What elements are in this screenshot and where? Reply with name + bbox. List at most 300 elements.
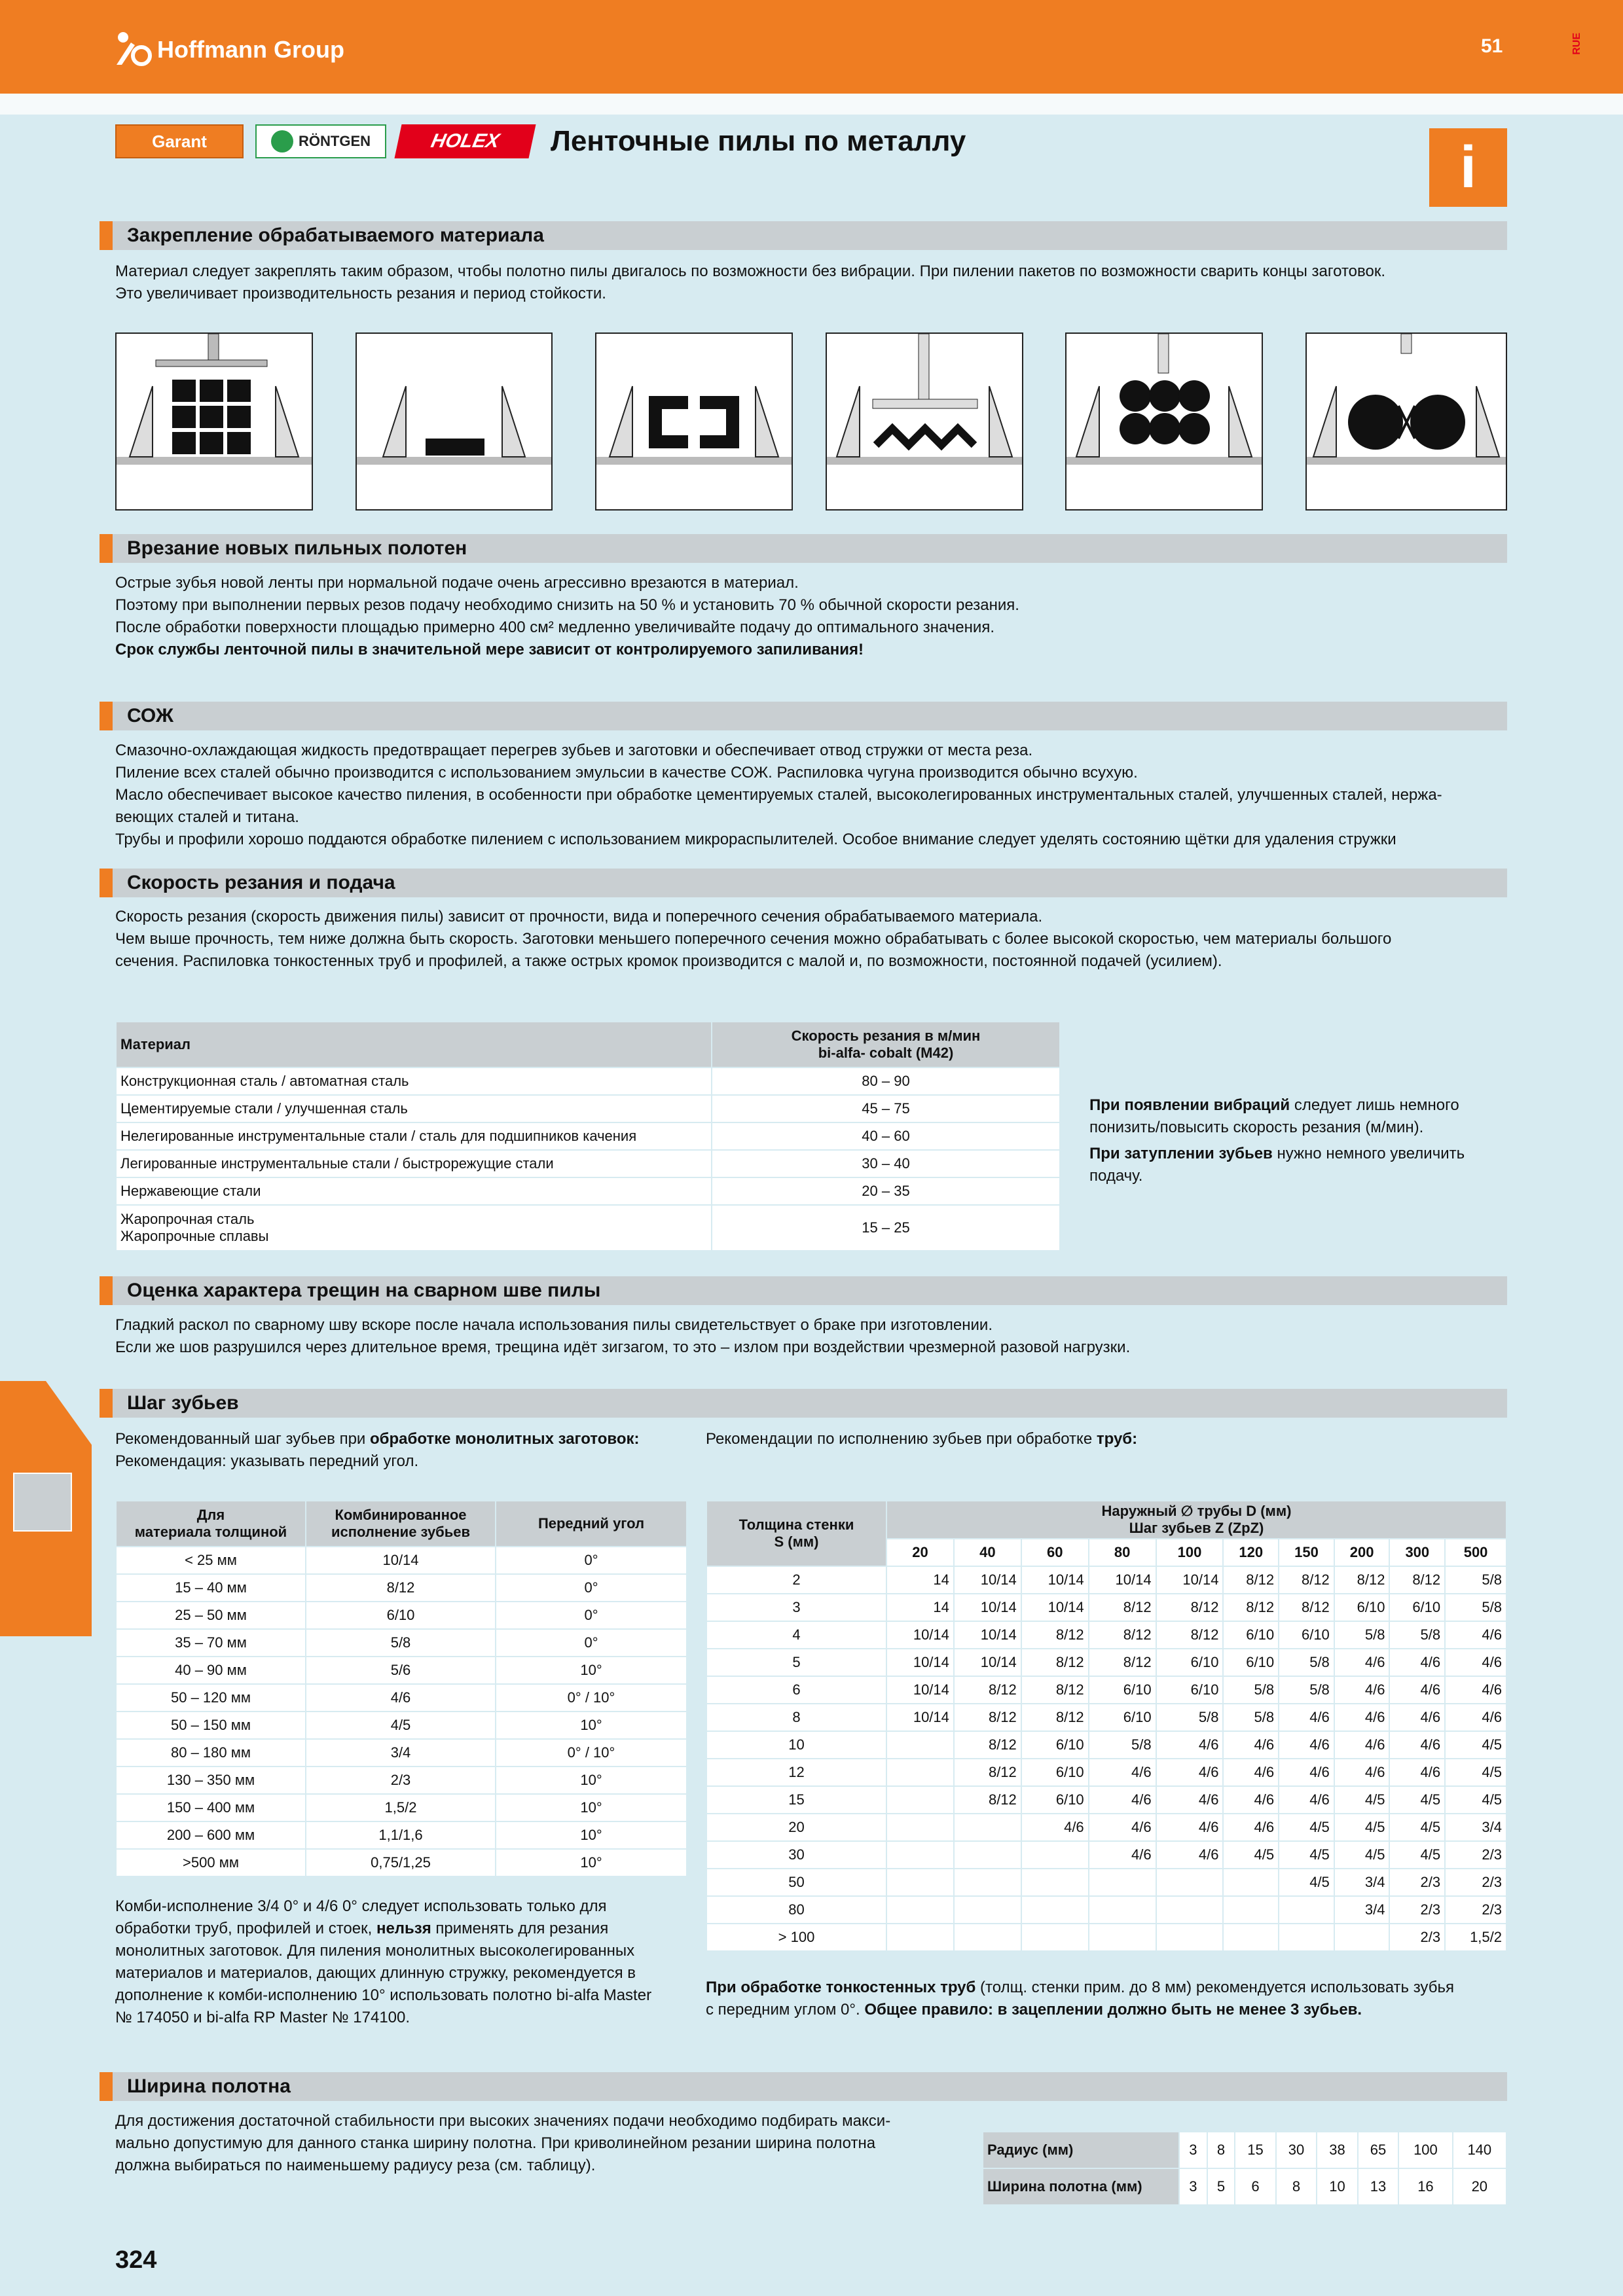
- table-cell: 5/8: [306, 1629, 496, 1657]
- table-row: [116, 1821, 687, 1849]
- garant-logo: Garant: [115, 124, 244, 158]
- table-cell: 30: [1276, 2132, 1317, 2168]
- table-cell: 4/6: [1334, 1676, 1390, 1704]
- brand-name: Hoffmann Group: [157, 36, 344, 63]
- table-cell: 15 – 40 мм: [116, 1574, 306, 1602]
- table-cell: 20: [1453, 2168, 1506, 2205]
- section-heading-coolant: СОЖ: [100, 702, 1507, 730]
- hoffmann-logo[interactable]: [115, 30, 344, 69]
- table-cell: 8: [1276, 2168, 1317, 2205]
- table-cell: [1279, 1896, 1334, 1924]
- table-row: [116, 1657, 687, 1684]
- table-cell: [1279, 1924, 1334, 1951]
- tube-diameter-header: 500: [1445, 1539, 1506, 1566]
- section-heading-speed: Скорость резания и подача: [100, 869, 1507, 897]
- table-cell: 10°: [496, 1849, 687, 1876]
- table-row: [706, 1841, 1506, 1869]
- speed-text: Скорость резания (скорость движения пилы) зависит от прочности, вида и поперечного сечения обрабатываемого материала. Чем выше прочность, тем ниже должна быть скорость. Заготовки меньшего поперечного сечения можно обрабатывать с более высокой скоростью, чем материалы большого сечения. Распиловка тонкостенных труб и профилей, а также острых кромок производится с малой и, по возможности, постоянной подачей (усилием).: [115, 908, 1392, 970]
- tube-diameter-header: 300: [1389, 1539, 1445, 1566]
- chapter-number: 51: [1481, 35, 1503, 57]
- tube-diameter-header: 200: [1334, 1539, 1390, 1566]
- table-cell: 4/6: [1389, 1649, 1445, 1676]
- table-cell: 8/12: [954, 1786, 1021, 1814]
- table-cell: 4/6: [1089, 1814, 1156, 1841]
- table-cell: 4/5: [1279, 1869, 1334, 1896]
- table-cell: 4/6: [1334, 1759, 1390, 1786]
- table-row: [706, 1676, 1506, 1704]
- table-cell: 2/3: [306, 1767, 496, 1794]
- solid-header-angle: Передний угол: [496, 1501, 687, 1547]
- table-cell: 6/10: [1156, 1676, 1224, 1704]
- table-cell: 15: [706, 1786, 886, 1814]
- tube-diameter-header: 150: [1279, 1539, 1334, 1566]
- clamp-figure-round-bundle: [1065, 332, 1263, 511]
- table-cell: 0,75/1,25: [306, 1849, 496, 1876]
- table-cell: 8/12: [1279, 1566, 1334, 1594]
- table-cell: [1089, 1896, 1156, 1924]
- table-cell: 50 – 150 мм: [116, 1712, 306, 1739]
- table-cell: 4/5: [1445, 1759, 1506, 1786]
- table-cell: 4/6: [1334, 1649, 1390, 1676]
- table-cell: 4/6: [1389, 1759, 1445, 1786]
- table-row: Цементируемые стали / улучшенная сталь 45 – 75: [116, 1095, 1060, 1122]
- table-cell: [1089, 1924, 1156, 1951]
- table-cell: 4/6: [1156, 1841, 1224, 1869]
- table-row: [116, 1794, 687, 1821]
- cracks-text: Гладкий раскол по сварному шву вскоре после начала использования пилы свидетельствует о браке при изготовлении. Если же шов разрушился через длительное время, трещина идёт зигзагом, то это – излом при воздействии чрезмерной разовой нагрузки.: [115, 1316, 1131, 1356]
- section-heading-pitch: Шаг зубьев: [100, 1389, 1507, 1418]
- table-cell: 5/8: [1279, 1676, 1334, 1704]
- table-cell: 25 – 50 мм: [116, 1602, 306, 1629]
- table-cell: 8: [1207, 2132, 1235, 2168]
- table-cell: 4/5: [1334, 1786, 1390, 1814]
- table-cell: 12: [706, 1759, 886, 1786]
- table-cell: 5/8: [1334, 1621, 1390, 1649]
- table-cell: 8/12: [1334, 1566, 1390, 1594]
- table-cell: 3: [1179, 2132, 1207, 2168]
- table-cell: 3/4: [1334, 1896, 1390, 1924]
- table-cell: 4: [706, 1621, 886, 1649]
- tube-diameter-header: 100: [1156, 1539, 1224, 1566]
- table-cell: 4/6: [1156, 1759, 1224, 1786]
- table-row: [706, 1924, 1506, 1951]
- table-cell: 4/6: [1279, 1704, 1334, 1731]
- table-cell: 8/12: [954, 1759, 1021, 1786]
- clamping-figures: [115, 332, 1507, 511]
- table-row: Легированные инструментальные стали / быстрорежущие стали 30 – 40: [116, 1150, 1060, 1177]
- table-cell: 8/12: [1089, 1621, 1156, 1649]
- table-cell: 4/6: [1223, 1814, 1279, 1841]
- table-cell: 100: [1398, 2132, 1452, 2168]
- table-cell: 6: [706, 1676, 886, 1704]
- table-cell: 4/6: [1156, 1814, 1224, 1841]
- table-cell: 5/8: [1389, 1621, 1445, 1649]
- table-cell: [954, 1924, 1021, 1951]
- table-cell: 10/14: [954, 1566, 1021, 1594]
- table-cell: 8/12: [1156, 1621, 1224, 1649]
- chapter-side-tab[interactable]: [0, 1381, 92, 1636]
- brand-row: [115, 122, 966, 161]
- table-cell: [886, 1731, 954, 1759]
- table-row: Нелегированные инструментальные стали / сталь для подшипников качения 40 – 60: [116, 1122, 1060, 1150]
- table-cell: 4/6: [1334, 1731, 1390, 1759]
- tube-pitch-table: [706, 1500, 1507, 1952]
- table-cell: 4/6: [1445, 1676, 1506, 1704]
- table-cell: 10°: [496, 1821, 687, 1849]
- table-cell: 6/10: [1089, 1676, 1156, 1704]
- tube-note: При обработке тонкостенных труб (толщ. стенки прим. до 8 мм) рекомендуется использовать зубья с передним углом 0°. Общее правило: в зацеплении должно быть не менее 3 зубьев.: [706, 1979, 1454, 2018]
- table-cell: 4/6: [1445, 1704, 1506, 1731]
- width-row: Ширина полотна (мм) 3 5 6 8 10 13 16 20: [983, 2168, 1506, 2205]
- width-table: [982, 2131, 1507, 2206]
- speed-table: [115, 1021, 1061, 1251]
- table-cell: 4/5: [306, 1712, 496, 1739]
- solid-note: Комби-исполнение 3/4 0° и 4/6 0° следует использовать только для обработки труб, профилей и стоек, нельзя применять для резания монолитных заготовок. Для пиления монолитных высоколегированных материалов и материалов, дающих длинную стружку, рекомендуется в дополнение к комби-исполнению 10° использовать полотно bi-alfa Master № 174050 и bi-alfa RP Master № 174100.: [115, 1897, 652, 2026]
- table-cell: 5/8: [1223, 1704, 1279, 1731]
- table-row: [116, 1712, 687, 1739]
- clamp-figure-two-rounds: [1305, 332, 1507, 511]
- tube-diameter-header: 40: [954, 1539, 1021, 1566]
- table-cell: 10/14: [954, 1594, 1021, 1621]
- table-cell: 4/6: [1021, 1814, 1089, 1841]
- table-cell: 4/6: [1334, 1704, 1390, 1731]
- table-cell: [1223, 1869, 1279, 1896]
- table-cell: [886, 1869, 954, 1896]
- table-cell: [954, 1896, 1021, 1924]
- tube-header-diameter: Наружный ∅ трубы D (мм) Шаг зубьев Z (ZpZ): [886, 1501, 1506, 1539]
- table-row: [116, 1574, 687, 1602]
- table-row: Конструкционная сталь / автоматная сталь 80 – 90: [116, 1067, 1060, 1095]
- table-cell: 8/12: [1223, 1566, 1279, 1594]
- table-cell: 14: [886, 1594, 954, 1621]
- table-row: [706, 1731, 1506, 1759]
- table-cell: 6/10: [1334, 1594, 1390, 1621]
- table-cell: 8/12: [1089, 1649, 1156, 1676]
- table-cell: 50 – 120 мм: [116, 1684, 306, 1712]
- table-cell: 10/14: [886, 1621, 954, 1649]
- table-cell: 8/12: [1021, 1621, 1089, 1649]
- table-cell: 4/6: [1279, 1786, 1334, 1814]
- table-cell: 10/14: [1089, 1566, 1156, 1594]
- table-cell: 13: [1358, 2168, 1399, 2205]
- table-row: Жаропрочная сталь Жаропрочные сплавы 15 – 25: [116, 1205, 1060, 1251]
- table-row: Нержавеющие стали 20 – 35: [116, 1177, 1060, 1205]
- table-cell: 10: [706, 1731, 886, 1759]
- table-cell: 30: [706, 1841, 886, 1869]
- table-cell: 50: [706, 1869, 886, 1896]
- table-row: [116, 1629, 687, 1657]
- table-cell: 3: [1179, 2168, 1207, 2205]
- table-cell: 2/3: [1389, 1924, 1445, 1951]
- table-cell: 130 – 350 мм: [116, 1767, 306, 1794]
- table-cell: 4/6: [1089, 1759, 1156, 1786]
- table-cell: [886, 1924, 954, 1951]
- section-heading-cracks: Оценка характера трещин на сварном шве пилы: [100, 1276, 1507, 1305]
- table-cell: 4/5: [1223, 1841, 1279, 1869]
- table-cell: 4/5: [1389, 1814, 1445, 1841]
- table-cell: [1021, 1869, 1089, 1896]
- table-cell: 4/6: [1156, 1786, 1224, 1814]
- table-cell: 8: [706, 1704, 886, 1731]
- table-cell: 4/5: [1334, 1841, 1390, 1869]
- table-row: [706, 1594, 1506, 1621]
- saw-blade-icon: [13, 1473, 72, 1532]
- table-cell: 2/3: [1389, 1869, 1445, 1896]
- header-strip: [0, 94, 1623, 115]
- table-cell: 4/6: [1223, 1759, 1279, 1786]
- table-cell: 4/6: [1279, 1759, 1334, 1786]
- table-cell: 1,5/2: [306, 1794, 496, 1821]
- table-cell: 0°: [496, 1574, 687, 1602]
- table-cell: 150 – 400 мм: [116, 1794, 306, 1821]
- table-cell: 4/6: [1389, 1704, 1445, 1731]
- table-cell: 0° / 10°: [496, 1684, 687, 1712]
- table-cell: 8/12: [954, 1731, 1021, 1759]
- table-cell: 4/5: [1445, 1786, 1506, 1814]
- table-cell: 16: [1398, 2168, 1452, 2205]
- table-cell: 2/3: [1389, 1896, 1445, 1924]
- table-cell: < 25 мм: [116, 1547, 306, 1574]
- table-cell: 4/6: [1089, 1841, 1156, 1869]
- table-cell: 4/6: [1445, 1621, 1506, 1649]
- table-cell: 10°: [496, 1794, 687, 1821]
- table-cell: [1021, 1924, 1089, 1951]
- table-cell: [886, 1786, 954, 1814]
- table-cell: 10/14: [954, 1621, 1021, 1649]
- tube-diameter-header: 60: [1021, 1539, 1089, 1566]
- table-row: [116, 1767, 687, 1794]
- table-cell: 14: [886, 1566, 954, 1594]
- table-cell: [1334, 1924, 1390, 1951]
- table-cell: 6/10: [1223, 1621, 1279, 1649]
- table-cell: 8/12: [954, 1676, 1021, 1704]
- table-cell: 2/3: [1445, 1896, 1506, 1924]
- coolant-text: Смазочно-охлаждающая жидкость предотвращает перегрев зубьев и заготовки и обеспечивает отвод стружки от места реза. Пиление всех сталей обычно производится с использованием эмульсии в качестве СОЖ. Распиловка чугуна производится обычно всухую. Масло обеспечивает высокое качество пиления, в особенности при обработке цементируемых сталей, высоколегированных инструментальных сталей, улучшенных сталей, нержа- веющих сталей и титана. Трубы и профили хорошо поддаются обработке пилением с использованием микрораспылителей. Особое внимание следует уделять состоянию щётки для удаления стружки: [115, 742, 1442, 848]
- table-cell: 8/12: [1156, 1594, 1224, 1621]
- table-cell: 6/10: [1156, 1649, 1224, 1676]
- table-cell: 10: [1317, 2168, 1358, 2205]
- holex-logo: HOLEX: [394, 124, 536, 158]
- section-heading-width: Ширина полотна: [100, 2072, 1507, 2101]
- table-cell: 5/8: [1445, 1594, 1506, 1621]
- table-cell: 10/14: [886, 1676, 954, 1704]
- table-cell: 4/6: [1156, 1731, 1224, 1759]
- table-cell: 4/5: [1334, 1814, 1390, 1841]
- table-cell: 4/6: [1389, 1731, 1445, 1759]
- section-heading-run-in: Врезание новых пильных полотен: [100, 534, 1507, 563]
- table-cell: 8/12: [1089, 1594, 1156, 1621]
- table-cell: 10°: [496, 1657, 687, 1684]
- solid-pitch-table: [115, 1500, 687, 1877]
- table-cell: 5/6: [306, 1657, 496, 1684]
- table-row: [116, 1739, 687, 1767]
- table-cell: 3/4: [306, 1739, 496, 1767]
- table-cell: [954, 1814, 1021, 1841]
- table-cell: 5/8: [1223, 1676, 1279, 1704]
- table-cell: [1156, 1896, 1224, 1924]
- table-cell: 0°: [496, 1629, 687, 1657]
- clamping-text: Материал следует закреплять таким образом, чтобы полотно пилы двигалось по возможности без вибрации. При пилении пакетов по возможности сварить концы заготовок. Это увеличивает производительность резания и период стойкости.: [115, 262, 1386, 302]
- table-cell: [1223, 1924, 1279, 1951]
- table-cell: [1156, 1924, 1224, 1951]
- table-cell: [1021, 1841, 1089, 1869]
- table-cell: 10/14: [1021, 1566, 1089, 1594]
- table-cell: 2/3: [1445, 1841, 1506, 1869]
- table-cell: 6/10: [1021, 1759, 1089, 1786]
- table-cell: 5/8: [1279, 1649, 1334, 1676]
- language-tag: RUE: [1571, 33, 1582, 55]
- table-cell: 3/4: [1334, 1869, 1390, 1896]
- table-cell: 10/14: [886, 1704, 954, 1731]
- table-cell: 80: [706, 1896, 886, 1924]
- table-cell: [886, 1759, 954, 1786]
- solid-header-combo: Комбинированное исполнение зубьев: [306, 1501, 496, 1547]
- rontgen-logo-icon: [271, 130, 293, 152]
- table-cell: 6: [1235, 2168, 1276, 2205]
- table-row: [706, 1786, 1506, 1814]
- table-cell: 65: [1358, 2132, 1399, 2168]
- rontgen-logo: RÖNTGEN: [255, 124, 386, 158]
- table-cell: 10/14: [886, 1649, 954, 1676]
- table-cell: 6/10: [306, 1602, 496, 1629]
- table-row: [706, 1869, 1506, 1896]
- table-cell: 1,1/1,6: [306, 1821, 496, 1849]
- table-cell: 4/5: [1445, 1731, 1506, 1759]
- table-cell: 5/8: [1089, 1731, 1156, 1759]
- width-text: Для достижения достаточной стабильности при высоких значениях подачи необходимо подбирать макси- мально допустимую для данного станка ширину полотна. При криволинейном резании ширина полотна должна выбираться по наименьшему радиусу реза (см. таблицу).: [115, 2112, 891, 2174]
- table-row: [706, 1649, 1506, 1676]
- table-cell: 15: [1235, 2132, 1276, 2168]
- table-cell: [886, 1896, 954, 1924]
- table-cell: [1223, 1896, 1279, 1924]
- table-row: [706, 1759, 1506, 1786]
- tube-diameter-header: 120: [1223, 1539, 1279, 1566]
- vibration-note: При появлении вибраций следует лишь немного понизить/повысить скорость резания (м/мин). При затуплении зубьев нужно немного увеличить подачу.: [1089, 1096, 1465, 1185]
- tube-header-wall: Толщина стенки S (мм): [706, 1501, 886, 1566]
- table-cell: 5/8: [1156, 1704, 1224, 1731]
- table-cell: 200 – 600 мм: [116, 1821, 306, 1849]
- table-cell: 0°: [496, 1547, 687, 1574]
- table-cell: 8/12: [1223, 1594, 1279, 1621]
- table-cell: 10/14: [954, 1649, 1021, 1676]
- table-row: [706, 1566, 1506, 1594]
- speed-table-header-speed: Скорость резания в м/мин bi-alfa- cobalt (M42): [712, 1022, 1060, 1067]
- table-cell: 0° / 10°: [496, 1739, 687, 1767]
- table-cell: 6/10: [1089, 1704, 1156, 1731]
- clamp-figure-rect-bundle: [115, 332, 313, 511]
- hoffmann-logo-icon: [115, 31, 153, 69]
- table-cell: 5/8: [1445, 1566, 1506, 1594]
- table-cell: 4/6: [1389, 1676, 1445, 1704]
- pitch-right-intro: Рекомендации по исполнению зубьев при обработке труб:: [706, 1430, 1138, 1448]
- radius-row: Радиус (мм) 3 8 15 30 38 65 100 140: [983, 2132, 1506, 2168]
- table-cell: 10/14: [1021, 1594, 1089, 1621]
- table-cell: > 100: [706, 1924, 886, 1951]
- table-row: [116, 1849, 687, 1876]
- table-cell: 10°: [496, 1712, 687, 1739]
- pitch-left-intro: Рекомендованный шаг зубьев при обработке монолитных заготовок: Рекомендация: указывать передний угол.: [115, 1430, 640, 1470]
- table-cell: 6/10: [1389, 1594, 1445, 1621]
- table-cell: 8/12: [1021, 1649, 1089, 1676]
- table-cell: 1,5/2: [1445, 1924, 1506, 1951]
- clamp-figure-channel-profiles: [595, 332, 793, 511]
- table-cell: 6/10: [1021, 1731, 1089, 1759]
- info-icon: i: [1429, 128, 1507, 207]
- table-cell: [954, 1841, 1021, 1869]
- table-cell: 8/12: [1279, 1594, 1334, 1621]
- table-row: [116, 1547, 687, 1574]
- table-cell: [954, 1869, 1021, 1896]
- table-cell: 4/6: [1279, 1731, 1334, 1759]
- table-row: [706, 1704, 1506, 1731]
- table-cell: 3/4: [1445, 1814, 1506, 1841]
- table-cell: 4/5: [1279, 1814, 1334, 1841]
- table-cell: 3: [706, 1594, 886, 1621]
- table-cell: 10/14: [1156, 1566, 1224, 1594]
- table-cell: 2/3: [1445, 1869, 1506, 1896]
- page-title: Ленточные пилы по металлу: [551, 125, 966, 157]
- table-cell: 0°: [496, 1602, 687, 1629]
- table-cell: 6/10: [1223, 1649, 1279, 1676]
- page-number: 324: [115, 2246, 157, 2274]
- table-row: [706, 1896, 1506, 1924]
- table-cell: 38: [1317, 2132, 1358, 2168]
- table-cell: 10°: [496, 1767, 687, 1794]
- table-cell: 4/6: [306, 1684, 496, 1712]
- table-cell: [1089, 1869, 1156, 1896]
- clamp-figure-angle-profiles: [826, 332, 1023, 511]
- table-cell: 4/6: [1223, 1786, 1279, 1814]
- table-cell: 4/5: [1279, 1841, 1334, 1869]
- table-cell: 8/12: [1021, 1676, 1089, 1704]
- table-cell: [886, 1814, 954, 1841]
- table-cell: 35 – 70 мм: [116, 1629, 306, 1657]
- table-cell: 40 – 90 мм: [116, 1657, 306, 1684]
- run-in-text: Острые зубья новой ленты при нормальной подаче очень агрессивно врезаются в материал. Поэтому при выполнении первых резов подачу необходимо снизить на 50 % и установить 70 % обычной скорости резания. После обработки поверхности площадью примерно 400 см² медленно увеличивайте подачу до оптимального значения. Срок службы ленточной пилы в значительной мере зависит от контролируемого запиливания!: [115, 574, 1019, 658]
- table-cell: 4/6: [1223, 1731, 1279, 1759]
- table-cell: [1021, 1896, 1089, 1924]
- section-heading-clamping: Закрепление обрабатываемого материала: [100, 221, 1507, 250]
- table-cell: 8/12: [1021, 1704, 1089, 1731]
- table-cell: 6/10: [1279, 1621, 1334, 1649]
- table-cell: 4/5: [1389, 1841, 1445, 1869]
- table-cell: 20: [706, 1814, 886, 1841]
- table-cell: 5: [706, 1649, 886, 1676]
- clamp-figure-flat-bar: [356, 332, 553, 511]
- table-row: [116, 1602, 687, 1629]
- table-cell: 80 – 180 мм: [116, 1739, 306, 1767]
- table-cell: 4/6: [1089, 1786, 1156, 1814]
- table-cell: [886, 1841, 954, 1869]
- solid-header-thickness: Для материала толщиной: [116, 1501, 306, 1547]
- table-cell: 10/14: [306, 1547, 496, 1574]
- table-cell: 4/6: [1445, 1649, 1506, 1676]
- table-row: [706, 1814, 1506, 1841]
- table-cell: 5: [1207, 2168, 1235, 2205]
- table-cell: 140: [1453, 2132, 1506, 2168]
- table-cell: 6/10: [1021, 1786, 1089, 1814]
- table-cell: 2: [706, 1566, 886, 1594]
- tube-diameter-header: 20: [886, 1539, 954, 1566]
- table-cell: >500 мм: [116, 1849, 306, 1876]
- table-cell: 8/12: [1389, 1566, 1445, 1594]
- tube-diameter-header: 80: [1089, 1539, 1156, 1566]
- table-cell: 4/5: [1389, 1786, 1445, 1814]
- table-row: [116, 1684, 687, 1712]
- table-row: [706, 1621, 1506, 1649]
- table-cell: 8/12: [954, 1704, 1021, 1731]
- speed-table-header-material: Материал: [116, 1022, 712, 1067]
